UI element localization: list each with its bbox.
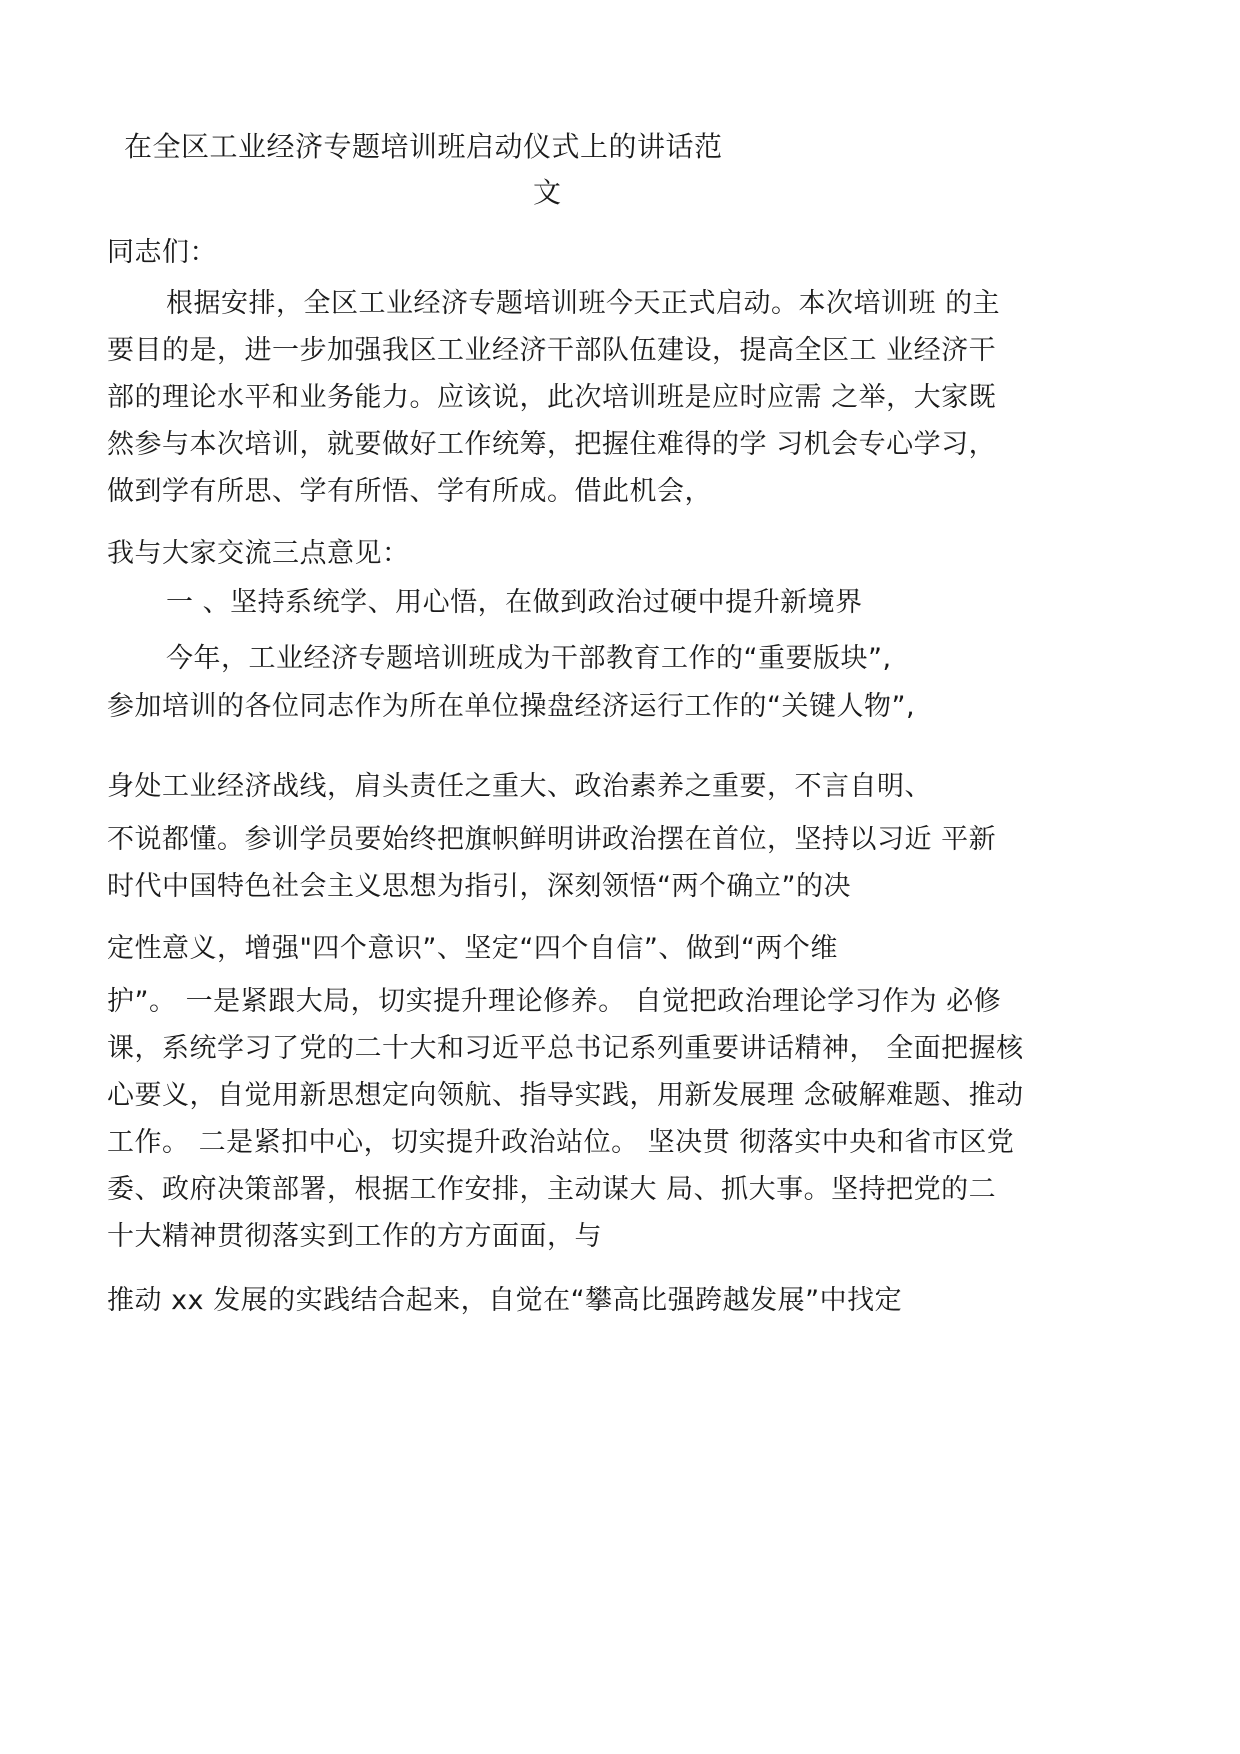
paragraph-line: 时代中国特色社会主义思想为指引，深刻领悟“两个确立”的决 — [107, 871, 851, 902]
paragraph-line: 根据安排，全区工业经济专题培训班今天正式启动。本次培训班 的主 — [166, 288, 1001, 319]
document-title-line-2: 文 — [533, 176, 562, 209]
paragraph-line: 不说都懂。参训学员要始终把旗帜鲜明讲政治摆在首位，坚持以习近 平新 — [107, 824, 997, 855]
paragraph-line: 身处工业经济战线，肩头责任之重大、政治素养之重要，不言自明、 — [107, 771, 932, 802]
paragraph-line: 做到学有所思、学有所悟、学有所成。借此机会， — [107, 476, 712, 507]
paragraph-line: 部的理论水平和业务能力。应该说，此次培训班是应时应需 之举，大家既 — [107, 382, 997, 413]
paragraph-line: 我与大家交流三点意见： — [107, 538, 410, 569]
salutation: 同志们： — [107, 237, 217, 268]
paragraph-line: 推动 xx 发展的实践结合起来，自觉在“攀高比强跨越发展”中找定 — [107, 1285, 903, 1316]
paragraph-line: 要目的是，进一步加强我区工业经济干部队伍建设，提高全区工 业经济干 — [107, 335, 997, 366]
paragraph-line: 定性意义，增强"四个意识”、坚定“四个自信”、做到“两个维 — [107, 933, 838, 964]
paragraph-line: 心要义，自觉用新思想定向领航、指导实践，用新发展理 念破解难题、推动 — [107, 1080, 1024, 1111]
paragraph-line: 护”。 一是紧跟大局，切实提升理论修养。 自觉把政治理论学习作为 必修 — [107, 986, 1002, 1017]
paragraph-line: 工作。 二是紧扣中心，切实提升政治站位。 坚决贯 彻落实中央和省市区党 — [107, 1127, 1015, 1158]
document-title-line-1: 在全区工业经济专题培训班启动仪式上的讲话范 — [124, 130, 723, 163]
paragraph-line: 委、政府决策部署，根据工作安排，主动谋大 局、抓大事。坚持把党的二 — [107, 1174, 997, 1205]
paragraph-line: 十大精神贯彻落实到工作的方方面面，与 — [107, 1221, 602, 1252]
paragraph-line: 课，系统学习了党的二十大和习近平总书记系列重要讲话精神， 全面把握核 — [107, 1033, 1024, 1064]
paragraph-line: 然参与本次培训，就要做好工作统筹，把握住难得的学 习机会专心学习， — [107, 429, 997, 460]
paragraph-line: 今年，工业经济专题培训班成为干部教育工作的“重要版块”, — [166, 643, 892, 674]
section-heading: 一 、坚持系统学、用心悟，在做到政治过硬中提升新境界 — [166, 587, 863, 618]
paragraph-line: 参加培训的各位同志作为所在单位操盘经济运行工作的“关键人物”, — [107, 691, 916, 722]
